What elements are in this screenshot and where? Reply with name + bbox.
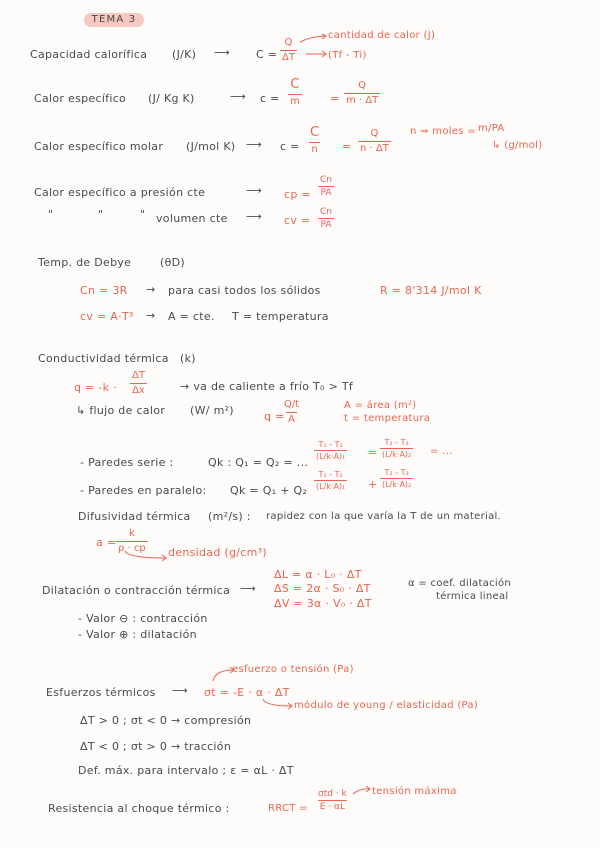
q-den: Δx [132,384,145,396]
paralelo-fraction-2 [380,468,413,489]
dilatacion-eq2: ΔS = 2α · S₀ · ΔT [274,582,371,595]
cp-lhs: cp = [284,188,311,201]
q-fraction [130,370,147,396]
cv-den: PA [320,220,332,231]
serie-fraction-1 [314,440,347,461]
molar-den2: n · ΔT [360,142,389,154]
debye-cn-text: para casi todos los sólidos [168,284,321,297]
deformacion-line: Def. máx. para intervalo ; ε = αL · ΔT [78,764,294,777]
molar-num1: C [310,125,320,140]
capacidad-arrow: ⟶ [214,46,231,59]
debye-r-value: R = 8'314 J/mol K [380,284,482,297]
especifico-fraction-1 [288,78,302,107]
conductividad-label: Conductividad térmica [38,352,169,365]
difusividad-label: Difusividad térmica [78,510,191,523]
especifico-fraction-2 [344,80,380,106]
valor-positivo: - Valor ⊕ : dilatación [78,628,197,641]
conductividad-symbol: (k) [180,352,196,365]
molar-fraction-2 [358,128,391,154]
paralelo-fraction-1 [314,470,347,491]
esfuerzos-label: Esfuerzos térmicos [46,686,156,699]
debye-cn-eq: Cn = 3R [80,284,128,297]
serie-den2: (L/k·A)₂ [382,450,412,460]
cv-fraction [318,207,334,231]
serie-eq-etc: = ... [430,446,453,457]
a-num: k [128,528,135,539]
molar-den1: n [311,143,318,155]
ditto-1: " [48,208,54,221]
molar-num2: Q [370,128,379,139]
serie-eq-sign: = [368,446,378,459]
a-den: ρ · cp [118,542,146,554]
q2-lhs: q = [264,410,285,423]
choque-den: E · αL [319,802,345,813]
traccion-line: ΔT < 0 ; σt > 0 → tracción [80,740,232,753]
q2-fraction [282,399,301,425]
capacidad-note-q: cantidad de calor (J) [328,30,436,41]
capacidad-den: ΔT [282,51,295,63]
ditto-2: " [98,208,104,221]
presion-arrow: ⟶ [246,184,263,197]
difusividad-units: (m²/s) : [208,510,251,523]
choque-label: Resistencia al choque térmico : [48,802,230,815]
especifico-lhs: c = [260,92,280,105]
molar-arrow: ⟶ [246,138,263,151]
dilatacion-eq1: ΔL = α · L₀ · ΔT [274,568,362,581]
debye-cn-arrow: → [146,283,156,296]
compresion-line: ΔT > 0 ; σt < 0 → compresión [80,714,252,727]
cv-lhs: cv = [284,214,311,227]
capacidad-lhs: C = [256,48,278,61]
tension-arrow-icon [352,786,372,796]
molar-units: (J/mol K) [186,140,236,153]
cp-den: PA [320,188,332,199]
capacidad-fraction [280,37,297,63]
rho-note: densidad (g/cm³) [168,546,267,559]
cp-fraction [318,175,334,199]
debye-cv-eq: cv = A·T³ [80,310,134,323]
especifico-label: Calor específico [34,92,127,105]
especifico-den1: m [290,95,300,107]
debye-label: Temp. de Debye [38,256,132,269]
debye-cv-arrow: → [146,309,156,322]
volumen-arrow: ⟶ [246,210,263,223]
alpha-note-2: térmica lineal [436,591,509,602]
debye-t-text: T = temperatura [232,310,329,323]
flow-direction: → va de caliente a frío T₀ > Tf [180,380,354,393]
valor-negativo: - Valor ⊖ : contracción [78,612,208,625]
molar-m-pa: m/PA [478,123,505,134]
choque-num: σtd · k [318,789,347,799]
area-note: A = área (m²) [344,400,417,411]
paredes-paralelo-eq: Qk = Q₁ + Q₂ [230,484,308,497]
alpha-note: α = coef. dilatación [408,578,512,589]
molar-g-mol: ↳ (g/mol) [492,140,543,151]
temp-note: t = temperatura [344,413,431,424]
esfuerzo-note: esfuerzo o tensión (Pa) [232,664,354,675]
dilatacion-label: Dilatación o contracción térmica [42,584,231,597]
q-lhs: q = -k · [74,381,117,394]
molar-lhs: c = [280,140,300,153]
q2-den: A [288,413,295,425]
esfuerzos-formula: σt = -E · α · ΔT [204,686,290,699]
capacidad-arrows-icon [298,34,328,58]
volumen-label: volumen cte [156,212,228,225]
paralelo-den1: (L/k·A)₁ [316,482,346,492]
debye-a-cte: A = cte. [168,310,215,323]
choque-lhs: RRCT = [268,803,308,814]
serie-num2: T₂ - T₃ [384,438,409,447]
capacidad-label: Capacidad calorífica [30,48,148,61]
paralelo-den2: (L/k·A)₂ [382,480,412,490]
tema-badge: TEMA 3 [84,13,144,27]
dilatacion-arrow: ⟶ [240,582,257,595]
q2-num: Q/t [284,399,300,410]
dilatacion-eq3: ΔV = 3α · V₀ · ΔT [274,597,372,610]
esfuerzos-arrow: ⟶ [172,684,189,697]
flujo-units: (W/ m²) [190,404,234,417]
cv-num: Cn [320,207,332,217]
paredes-serie-label: - Paredes serie : [80,456,174,469]
paredes-paralelo-label: - Paredes en paralelo: [80,484,207,497]
molar-label: Calor específico molar [34,140,164,153]
molar-moles-note: n ⇒ moles = [410,126,476,137]
paralelo-num2: T₂ - T₃ [384,468,409,477]
paralelo-num1: T₁ - T₂ [318,470,343,479]
capacidad-note-dt: (Tf - Ti) [328,50,367,61]
molar-eq: = [342,140,352,153]
serie-fraction-2 [380,438,413,459]
especifico-num1: C [290,77,300,92]
paralelo-plus: + [368,478,378,491]
especifico-num2: Q [358,80,367,91]
debye-symbol: (θD) [160,256,185,269]
presion-label: Calor específico a presión cte [34,186,206,199]
serie-num1: T₁ - T₂ [318,440,343,449]
choque-fraction [316,789,349,813]
ditto-3: " [140,208,146,221]
modulo-note: módulo de young / elasticidad (Pa) [294,700,479,711]
especifico-eq: = [330,92,340,105]
capacidad-num: Q [284,37,293,48]
cp-num: Cn [320,175,332,185]
especifico-units: (J/ Kg K) [148,92,195,105]
a-lhs: a = [96,536,117,549]
q-num: ΔT [132,370,145,381]
difusividad-text: rapidez con la que varía la T de un material. [266,511,502,522]
especifico-den2: m · ΔT [346,94,379,106]
flujo-label: ↳ flujo de calor [76,404,166,417]
capacidad-units: (J/K) [172,48,197,61]
especifico-arrow: ⟶ [230,90,247,103]
modulo-arrow-icon [262,698,294,712]
rho-arrow-icon [124,550,168,564]
paredes-serie-eq: Qk : Q₁ = Q₂ = ... [208,456,309,469]
choque-note: tensión máxima [372,786,457,797]
molar-fraction-1 [308,126,321,155]
serie-den1: (L/k·A)₁ [316,452,346,462]
